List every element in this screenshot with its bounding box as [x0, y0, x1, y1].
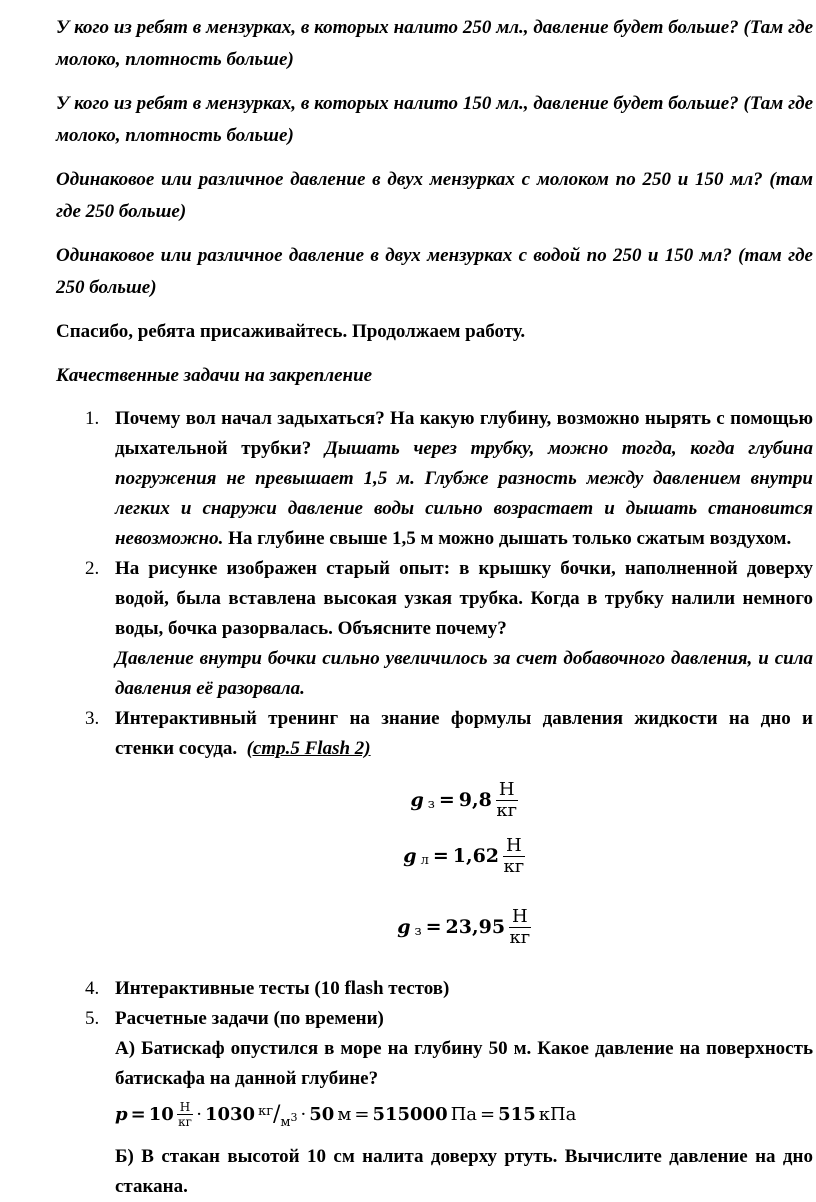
formula-subscript: л — [420, 853, 429, 868]
formula-symbol: g — [410, 789, 424, 811]
list-item-2 — [56, 554, 813, 704]
question-2: У кого из ребят в мензурках, в которых налито 150 мл., давление будет больше? (Там где молоко, плотность больше) — [56, 93, 813, 146]
formula-value: 23,95 — [445, 916, 506, 938]
question-3: Одинаковое или различное давление в двух мензурках с молоком по 250 и 150 мл? (там где 250 больше) — [56, 169, 813, 222]
item-number: 4. — [85, 978, 100, 999]
question-1: У кого из ребят в мензурках, в которых налито 250 мл., давление будет больше? (Там где молоко, плотность больше) — [56, 17, 813, 70]
question-4: Одинаковое или различное давление в двух мензурках с водой по 250 и 150 мл? (там где 250 больше) — [56, 245, 813, 298]
formula-symbol: g — [397, 916, 411, 938]
item-answer: Дышать через трубку, можно тогда, когда глубина погружения не превышает 1,5 м. Глубже разность между давлением внутри легких и снаружи давление воды сильно возрастает и дышать становится невозможно. — [115, 438, 813, 549]
formula-unit: $\frac{Н}{кг}$ — [503, 834, 525, 877]
item-question: На рисунке изображен старый опыт: в крышку бочки, наполненной доверху водой, была вставлена высокая узкая трубка. Когда в трубку налили немного воды, бочка разорвалась. Объясните почему? — [115, 558, 813, 639]
item-number: 2. — [85, 558, 100, 579]
item-tail: На глубине свыше 1,5 м можно дышать только сжатым воздухом. — [228, 528, 792, 549]
formula-value: 1,62 — [452, 845, 500, 867]
item-number: 5. — [85, 1008, 100, 1029]
task-b: Б) В стакан высотой 10 см налита доверху ртуть. Вычислите давление на дно стакана. — [115, 1146, 813, 1197]
thanks-text: Спасибо, ребята присаживайтесь. Продолжаем работу. — [56, 321, 526, 342]
formula-unit: $\frac{Н}{кг}$ — [496, 778, 518, 821]
document-page — [56, 12, 813, 1202]
formula-g-earth: g з = 9,8 $\frac{Н}{кг}$ — [410, 778, 518, 821]
list-item-5 — [56, 1004, 813, 1094]
formula-subscript: з — [414, 924, 422, 939]
section-title: Качественные задачи на закрепление — [56, 365, 373, 386]
item-question: Расчетные задачи (по времени) — [115, 1008, 384, 1029]
flash-link[interactable]: (стр.5 Flash 2) — [246, 738, 371, 759]
item-question: Интерактивные тесты (10 flash тестов) — [115, 978, 450, 999]
formula-g-jupiter: g з = 23,95 $\frac{Н}{кг}$ — [397, 905, 531, 948]
calc-unit-1: $\frac{Н}{кг}$ — [178, 1099, 192, 1129]
formula-g-moon: g л = 1,62 $\frac{Н}{кг}$ — [403, 834, 525, 877]
list-item-1 — [56, 404, 813, 554]
item-question: Интерактивный тренинг на знание формулы давления жидкости на дно и стенки сосуда. — [115, 708, 813, 759]
item-number: 1. — [85, 408, 100, 429]
calc-unit-2: $^{кг}/_м3$ — [258, 1101, 298, 1130]
item-number: 3. — [85, 708, 100, 729]
calc-formula: p = 10 $\frac{Н}{кг}$ · 1030 $^{кг}/_м3$ · 50 м = 515000 Па = 515 кПа — [115, 1099, 577, 1130]
formula-value: 9,8 — [458, 789, 492, 811]
task-a: А) Батискаф опустился в море на глубину 50 м. Какое давление на поверхность батискафа на данной глубине? — [115, 1038, 813, 1089]
task-list — [56, 404, 813, 1094]
list-item-3 — [56, 704, 813, 974]
formula-symbol: g — [403, 845, 417, 867]
item-question: Почему вол начал задыхаться? На какую глубину, возможно нырять с помощью дыхательной трубки? — [115, 408, 813, 459]
item-answer: Давление внутри бочки сильно увеличилось за счет добавочного давления, и сила давления её разорвала. — [115, 648, 813, 699]
formula-subscript: з — [427, 797, 435, 812]
list-item-4 — [56, 974, 813, 1004]
formula-unit: $\frac{Н}{кг}$ — [509, 905, 531, 948]
